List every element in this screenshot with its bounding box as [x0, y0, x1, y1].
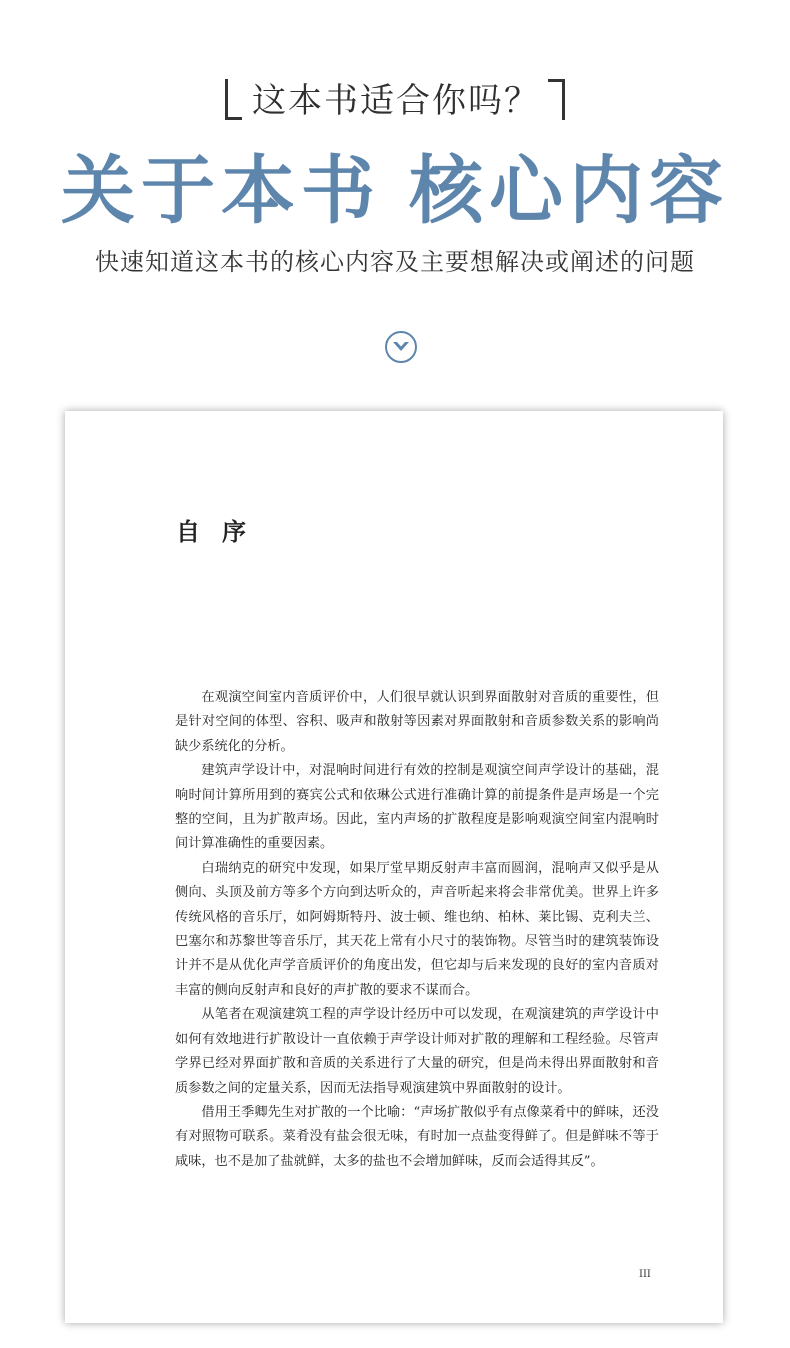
paragraph: 从笔者在观演建筑工程的声学设计经历中可以发现，在观演建筑的声学设计中如何有效地进行扩散设计一直依赖于声学设计师对扩散的理解和工程经验。尽管声学界已经对界面扩散和音质的关系进行了大量的研究，但是尚未得出界面散射和音质参数之间的定量关系，因而无法指导观演建筑中界面散射的设计。: [175, 1007, 659, 1096]
main-title-core-content: 核心内容: [409, 148, 729, 234]
paragraph: 借用王季卿先生对扩散的一个比喻：“声场扩散似乎有点像菜肴中的鲜味，还没有对照物可联系。菜肴没有盐会很无味，有时加一点盐变得鲜了。但是鲜味不等于咸味，也不是加了盐就鲜，太多的盐也不会增加鲜味，反而会适得其反”。: [175, 1104, 659, 1169]
page-number: III: [639, 1269, 651, 1280]
intro-header: [0, 0, 790, 400]
paragraph: 白瑞纳克的研究中发现，如果厅堂早期反射声丰富而圆润，混响声又似乎是从侧向、头顶及前方等多个方向到达听众的，声音听起来将会非常优美。世界上许多传统风格的音乐厅，如阿姆斯特丹、波士顿、维也纳、柏林、莱比锡、克利夫兰、巴塞尔和苏黎世等音乐厅，其天花上常有小尺寸的装饰物。尽管当时的建筑装饰设计并不是从优化声学音质评价的角度出发，但它却与后来发现的良好的室内音质对丰富的侧向反射声和良好的声扩散的要求不谋而合。: [175, 860, 659, 998]
paragraph: 建筑声学设计中，对混响时间进行有效的控制是观演空间声学设计的基础，混响时间计算所用到的赛宾公式和依琳公式进行准确计算的前提条件是声场是一个完整的空间，且为扩散声场。因此，室内声场的扩散程度是影响观演空间室内混响时间计算准确性的重要因素。: [175, 763, 659, 852]
preface-title: 自序: [176, 517, 268, 546]
chevron-down-circle-icon: [384, 330, 418, 364]
preface-body: [175, 686, 659, 1174]
paragraph: 在观演空间室内音质评价中，人们很早就认识到界面散射对音质的重要性，但是针对空间的体型、容积、吸声和散射等因素对界面散射和音质参数关系的影响尚缺少系统化的分析。: [175, 690, 659, 754]
main-title: [0, 146, 790, 236]
question-heading: [0, 76, 790, 126]
subtitle: 快速知道这本书的核心内容及主要想解决或阐述的问题: [95, 248, 695, 276]
main-title-about-book: 关于本书: [61, 148, 381, 234]
question-text: 这本书适合你吗？: [252, 81, 540, 121]
left-bracket-decoration: [225, 79, 242, 120]
book-page-preview: [65, 411, 723, 1323]
right-bracket-decoration: [548, 79, 565, 120]
